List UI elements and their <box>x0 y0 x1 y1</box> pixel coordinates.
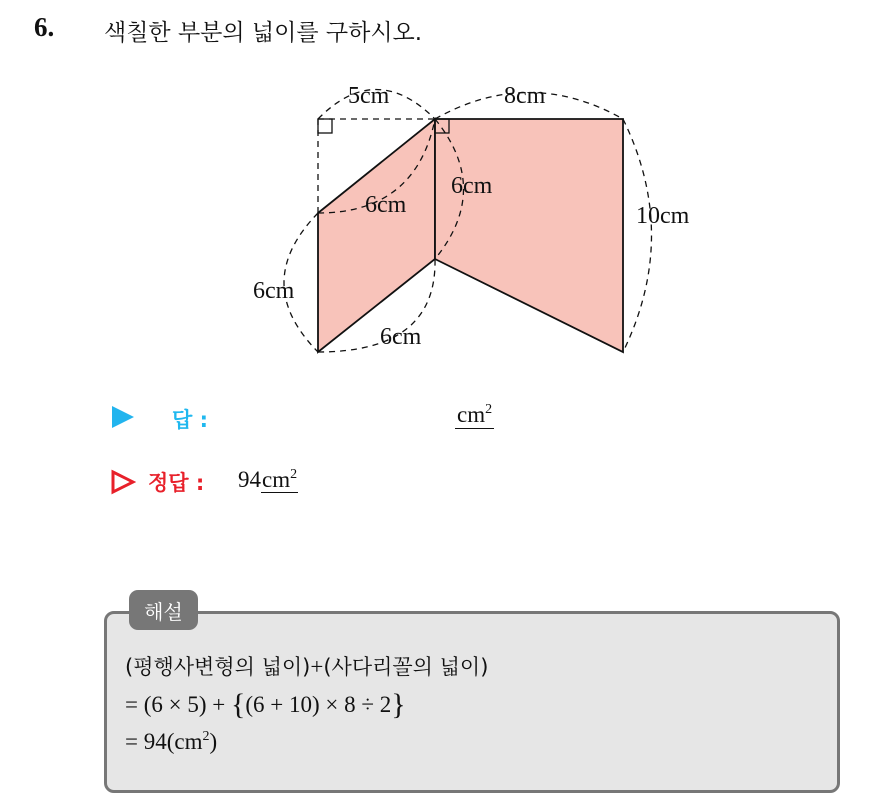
correct-unit: cm <box>262 467 291 492</box>
parallelogram-shape <box>318 119 435 352</box>
answer-label: 답 : <box>172 408 208 432</box>
solution-lines <box>125 648 488 760</box>
solution-tag: 해설 <box>129 590 198 630</box>
solution-line-2 <box>125 686 488 723</box>
correct-value: 94 <box>238 467 261 492</box>
problem-text: 색칠한 부분의 넓이를 구하시오. <box>104 20 423 46</box>
answer-row <box>110 402 530 434</box>
outline-play-icon <box>110 469 136 495</box>
play-icon <box>110 404 136 430</box>
solution-line-1-plus: + <box>310 654 324 679</box>
solution-line-3-power: 2 <box>202 729 210 744</box>
solution-line-1-part2: (사다리꼴의 넓이) <box>323 655 489 679</box>
label-top-right: 8cm <box>504 83 546 109</box>
correct-value-wrap <box>238 466 298 494</box>
label-bottom-diagonal: 6cm <box>380 324 422 350</box>
correct-answer-row <box>110 466 530 498</box>
right-angle-marker <box>318 119 332 133</box>
trapezoid-shape <box>435 119 623 352</box>
solution-line-2-brace-close: } <box>391 688 406 721</box>
solution-line-3-suffix: ) <box>209 729 218 754</box>
problem-number: 6. <box>34 12 55 42</box>
correct-unit-power: 2 <box>290 467 298 482</box>
correct-unit-wrap <box>261 467 298 493</box>
solution-line-1 <box>125 648 488 686</box>
answer-input[interactable] <box>455 402 494 429</box>
label-top-left: 5cm <box>348 83 390 109</box>
label-inner-diagonal: 6cm <box>365 192 407 218</box>
solution-line-2-brace-open: { <box>230 688 246 721</box>
solution-line-2-prefix: = (6 × 5) + <box>125 692 231 717</box>
solution-line-2-body: (6 + 10) × 8 ÷ 2 <box>245 692 392 717</box>
label-right-side: 10cm <box>636 203 690 229</box>
answer-unit-power: 2 <box>485 402 493 417</box>
solution-line-1-part1: (평행사변형의 넓이) <box>125 655 311 679</box>
solution-line-3 <box>125 723 488 760</box>
solution-line-3-prefix: = 94(cm <box>125 729 203 754</box>
correct-label: 정답 : <box>148 471 205 495</box>
answer-unit: cm <box>457 402 486 427</box>
label-left-side: 6cm <box>253 278 295 304</box>
label-inner-right: 6cm <box>451 173 493 199</box>
